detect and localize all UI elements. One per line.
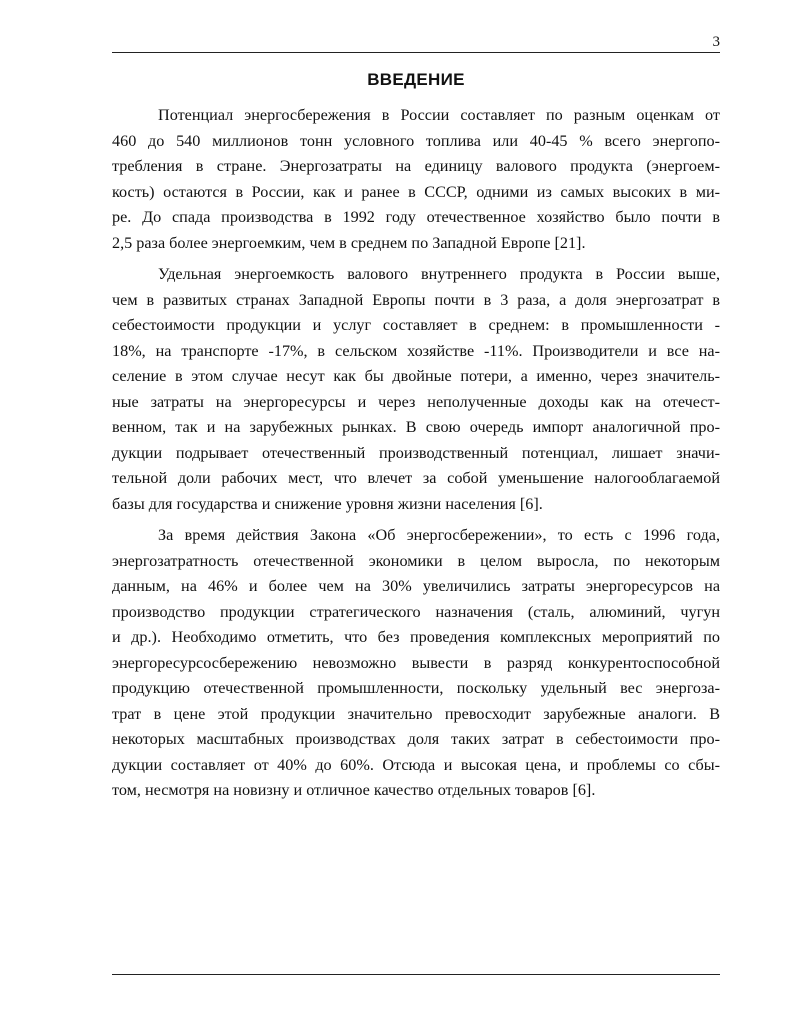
text-line: селение в этом случае несут как бы двойные потери, а именно, через значитель- [112, 367, 720, 385]
text-line: том, несмотря на новизну и отличное качество отдельных товаров [6]. [112, 781, 596, 799]
text-line: данным, на 46% и более чем на 30% увеличились затраты энергоресурсов на [112, 577, 720, 595]
text-line: 18%, на транспорте -17%, в сельском хозяйстве -11%. Производители и все на- [112, 341, 720, 360]
text-line: чем в развитых странах Западной Европы почти в 3 раза, а доля энергозатрат в [112, 290, 720, 309]
text-line: дукции подрывает отечественный производственный потенциал, лишает значи- [112, 443, 720, 462]
text-line: трат в цене этой продукции значительно превосходит зарубежные аналоги. В [112, 704, 720, 723]
section-heading: ВВЕДЕНИЕ [367, 70, 465, 89]
page-number: 3 [712, 34, 720, 50]
header-rule [112, 52, 720, 53]
text-line: За время действия Закона «Об энергосбережении», то есть с 1996 года, [158, 526, 720, 544]
text-line: венном, так и на зарубежных рынках. В свою очередь импорт аналогичной про- [112, 418, 720, 436]
footer-rule [112, 974, 720, 975]
text-line: производство продукции стратегического назначения (сталь, алюминий, чугун [112, 602, 720, 621]
text-line: энергоресурсосбережению невозможно вывести в разряд конкурентоспособной [112, 653, 720, 672]
text-line: базы для государства и снижение уровня жизни населения [6]. [112, 494, 543, 513]
text-line: продукцию отечественной промышленности, поскольку удельный вес энергоза- [112, 679, 720, 697]
body-text [112, 103, 720, 810]
paragraph-2 [112, 262, 720, 517]
text-line: требления в стране. Энергозатраты на единицу валового продукта (энергоем- [112, 157, 720, 175]
text-line: некоторых масштабных производствах доля таких затрат в себестоимости про- [112, 730, 720, 748]
text-line: себестоимости продукции и услуг составляет в среднем: в промышленности - [112, 316, 720, 334]
text-line: дукции составляет от 40% до 60%. Отсюда и высокая цена, и проблемы со сбы- [112, 755, 720, 774]
text-line: кость) остаются в России, как и ранее в СССР, одними из самых высоких в ми- [112, 182, 720, 201]
paragraph-1 [112, 103, 720, 256]
text-line: ные затраты на энергоресурсы и через неполученные доходы как на отечест- [112, 392, 720, 411]
text-line: тельной доли рабочих мест, что влечет за собой уменьшение налогооблагаемой [112, 469, 720, 487]
text-line: и др.). Необходимо отметить, что без проведения комплексных мероприятий по [112, 628, 720, 646]
text-line: Потенциал энергосбережения в России составляет по разным оценкам от [158, 106, 720, 124]
text-line: Удельная энергоемкость валового внутреннего продукта в России выше, [158, 265, 720, 283]
text-line: ре. До спада производства в 1992 году отечественное хозяйство было почти в [112, 208, 720, 226]
text-line: энергозатратность отечественной экономики в целом выросла, по некоторым [112, 551, 720, 570]
text-line: 460 до 540 миллионов тонн условного топлива или 40-45 % всего энергопо- [112, 131, 720, 150]
text-line: 2,5 раза более энергоемким, чем в среднем по Западной Европе [21]. [112, 233, 586, 252]
paragraph-3 [112, 523, 720, 804]
